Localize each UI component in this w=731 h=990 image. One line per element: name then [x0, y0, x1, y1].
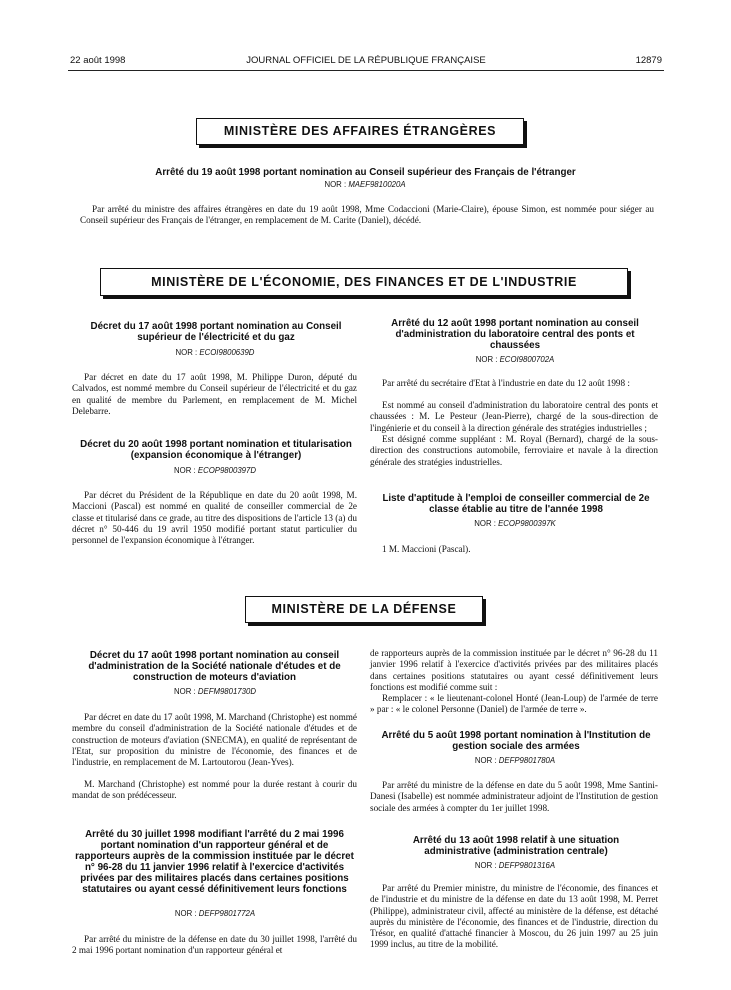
nor-reference: NOR : MAEF9810020A — [324, 180, 406, 189]
article-body: Par décret du Président de la République en date du 20 août 1998, M. Maccioni (Pascal) est nommé en qualité de conseiller commercial de 2e classe et titularisé dans ce grade, au titre des dispositions de l'article 13 (a) du décret n° 50-446 du 19 avril 1950 modifié portant statut particulier du personnel de l'expansion économique à l'étranger. — [72, 490, 357, 546]
article-title: Arrêté du 30 juillet 1998 modifiant l'arrêté du 2 mai 1996 portant nomination d'un rapporteur général et de rapporteurs auprès de la commission instituée par le décret n° 96-28 du 11 janvier 1996 relatif à l'exercice d'activités privées par des militaires placés dans certaines positions statutaires ou ayant cessé définitivement leurs fonctions — [75, 829, 354, 895]
article-title: Décret du 20 août 1998 portant nomination et titularisation (expansion économique à l'étranger) — [80, 439, 352, 461]
article-body: Par arrêté du secrétaire d'Etat à l'industrie en date du 12 août 1998 : — [382, 378, 630, 388]
article-title: Arrêté du 13 août 1998 relatif à une situation administrative (administration centrale) — [412, 835, 620, 857]
article-body: Par décret en date du 17 août 1998, M. Marchand (Christophe) est nommé membre du conseil d'administration de la Société nationale d'études et de construction de moteurs d'aviation (SNECMA), en qualité de représentant de l'Etat, sur proposition du ministre de l'économie, des finances et de l'industrie, en remplacement de M. Lartoutorou (Jean-Yves). — [72, 712, 358, 768]
header-date: 22 août 1998 — [70, 55, 126, 66]
section-title-affaires-etrangeres: MINISTÈRE DES AFFAIRES ÉTRANGÈRES — [196, 118, 524, 145]
nor-reference: NOR : DEFM9801730D — [174, 687, 256, 696]
section-title-defense: MINISTÈRE DE LA DÉFENSE — [245, 596, 483, 623]
article-body: Par arrêté du Premier ministre, du ministre de l'économie, des finances et de l'industrie et du ministre de la défense en date du 13 août 1998, M. Perret (Philippe), administrateur civil, affecté au ministère de la défense, est détaché auprès du ministère de l'économie, des finances et de l'industrie, direction du Trésor, en qualité d'attaché financier à Moscou, du 26 juin 1997 au 25 juin 1999 inclus, au titre de la mobilité. — [370, 883, 658, 950]
article-body: Par arrêté du ministre des affaires étrangères en date du 19 août 1998, Mme Codaccioni (Marie-Claire), épouse Simon, est nommée pour siéger au Conseil supérieur des Français de l'étranger, en remplacement de M. Carite (Daniel), décédé. — [80, 204, 654, 226]
article-body: Par arrêté du ministre de la défense en date du 30 juillet 1998, l'arrêté du 2 mai 1996 portant nomination d'un rapporteur général et — [72, 934, 357, 956]
article-body: Est désigné comme suppléant : M. Royal (Bernard), chargé de la sous-direction des constructions automobile, ferroviaire et navale à la direction générale des stratégies industrielles. — [370, 434, 658, 467]
header-journal: JOURNAL OFFICIEL DE LA RÉPUBLIQUE FRANÇAISE — [246, 55, 486, 66]
nor-reference: NOR : ECOI9800702A — [475, 355, 555, 364]
article-body: Est nommé au conseil d'administration du laboratoire central des ponts et chaussées : M. Le Pesteur (Jean-Pierre), chargé de la sous-direction de l'ingénierie et du conseil à la direction générale des stratégies industrielles ; — [370, 400, 658, 433]
article-title: Décret du 17 août 1998 portant nomination au conseil d'administration de la Société nationale d'études et de construction de moteurs d'aviation — [88, 650, 341, 683]
article-body: Par arrêté du ministre de la défense en date du 5 août 1998, Mme Santini-Danesi (Isabelle) est nommée administrateur adjoint de l'Institution de gestion sociale des armées à compter du 1er juillet 1998. — [370, 780, 658, 813]
article-title: Arrêté du 5 août 1998 portant nomination à l'Institution de gestion sociale des armées — [381, 730, 651, 752]
article-title: Liste d'aptitude à l'emploi de conseiller commercial de 2e classe établie au titre de l'année 1998 — [382, 493, 650, 515]
section-title-economie: MINISTÈRE DE L'ÉCONOMIE, DES FINANCES ET DE L'INDUSTRIE — [100, 268, 628, 296]
nor-reference: NOR : ECOI9800639D — [175, 348, 255, 357]
nor-reference: NOR : DEFP9801780A — [474, 756, 556, 765]
article-title: Arrêté du 12 août 1998 portant nomination au conseil d'administration du laboratoire central des ponts et chaussées — [391, 318, 639, 351]
nor-reference: NOR : ECOP9800397K — [474, 519, 556, 528]
nor-reference: NOR : DEFP9801772A — [174, 909, 256, 918]
article-body-continued: de rapporteurs auprès de la commission instituée par le décret n° 96-28 du 11 janvier 1996 relatif à l'exercice d'activités privées par des militaires placés dans certaines positions statutaires ou ayant cessé définitivement leurs fonctions est modifié comme suit : — [370, 648, 658, 692]
header-page-number: 12879 — [635, 55, 662, 66]
nor-reference: NOR : ECOP9800397D — [174, 466, 256, 475]
article-body: M. Marchand (Christophe) est nommé pour la durée restant à courir du mandat de son prédécesseur. — [72, 779, 357, 801]
article-body: 1 M. Maccioni (Pascal). — [382, 544, 471, 554]
article-body: Par décret en date du 17 août 1998, M. Philippe Duron, député du Calvados, est nommé membre du Conseil supérieur de l'électricité et du gaz en qualité de membre du Parlement, en remplacement de M. Michel Delebarre. — [72, 372, 357, 416]
article-title: Décret du 17 août 1998 portant nomination au Conseil supérieur de l'électricité et du gaz — [90, 321, 342, 343]
nor-reference: NOR : DEFP9801316A — [474, 861, 556, 870]
header-rule — [68, 70, 664, 71]
article-body: Remplacer : « le lieutenant-colonel Honté (Jean-Loup) de l'armée de terre » par : « le colonel Personne (Daniel) de l'armée de terre ». — [370, 693, 658, 715]
article-title: Arrêté du 19 août 1998 portant nomination au Conseil supérieur des Français de l'étranger — [155, 167, 576, 178]
